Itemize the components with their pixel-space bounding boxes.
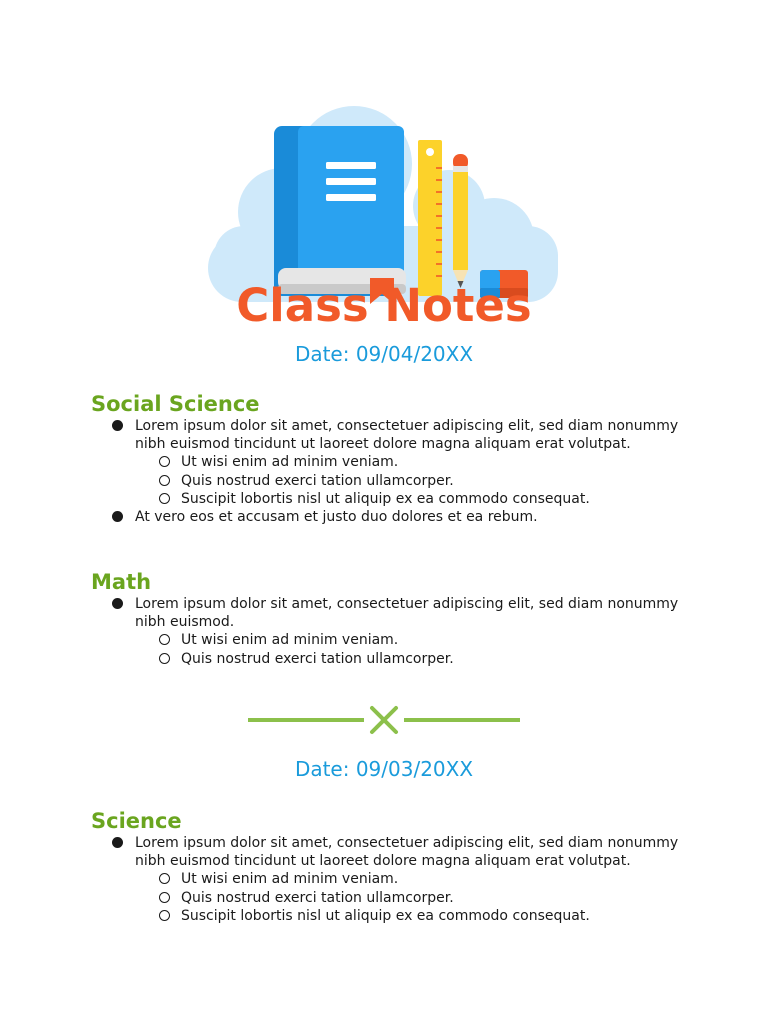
bullet-list — [112, 834, 692, 925]
sub-list-item — [158, 907, 692, 925]
sub-list-item-text: Ut wisi enim ad minim veniam. — [181, 454, 399, 471]
date-heading: Date: 09/03/20XX — [294, 757, 474, 781]
x-mark-icon — [372, 708, 396, 732]
hollow-bullet-icon — [159, 456, 170, 467]
hollow-bullet-icon — [159, 493, 170, 504]
section-heading-science: Science — [91, 809, 182, 833]
class-notes-illustration — [204, 96, 564, 306]
hollow-bullet-icon — [159, 892, 170, 903]
list-item — [112, 417, 692, 508]
hollow-bullet-icon — [159, 475, 170, 486]
filled-bullet-icon — [112, 837, 123, 848]
sub-list-item-text: Ut wisi enim ad minim veniam. — [181, 632, 399, 649]
sub-list-item-text: Suscipit lobortis nisl ut aliquip ex ea commodo consequat. — [181, 490, 590, 507]
list-item-text: At vero eos et accusam et justo duo dolores et ea rebum. — [135, 509, 538, 526]
section-heading-social-science: Social Science — [91, 392, 260, 416]
section-heading-math: Math — [91, 570, 152, 594]
sub-list-item — [158, 490, 692, 508]
sub-bullet-list — [135, 870, 692, 925]
filled-bullet-icon — [112, 598, 123, 609]
hollow-bullet-icon — [159, 910, 170, 921]
date-heading: Date: 09/04/20XX — [294, 342, 474, 366]
filled-bullet-icon — [112, 420, 123, 431]
sub-list-item — [158, 453, 692, 471]
hollow-bullet-icon — [159, 653, 170, 664]
sub-list-item-text: Suscipit lobortis nisl ut aliquip ex ea commodo consequat. — [181, 907, 590, 924]
list-item-text: Lorem ipsum dolor sit amet, consectetuer adipiscing elit, sed diam nonummy nibh euismod. — [135, 596, 679, 631]
section-divider — [246, 700, 522, 740]
pencil-icon — [453, 154, 468, 288]
sub-list-item-text: Quis nostrud exerci tation ullamcorper. — [181, 472, 454, 489]
sub-bullet-list — [135, 631, 692, 667]
list-item — [112, 595, 692, 668]
sub-list-item-text: Quis nostrud exerci tation ullamcorper. — [181, 650, 454, 667]
hollow-bullet-icon — [159, 634, 170, 645]
sub-list-item — [158, 650, 692, 668]
bullet-list — [112, 417, 692, 526]
sub-list-item-text: Ut wisi enim ad minim veniam. — [181, 871, 399, 888]
sub-list-item — [158, 889, 692, 907]
ruler-icon — [418, 140, 442, 296]
sub-bullet-list — [135, 453, 692, 508]
bullet-list — [112, 595, 692, 668]
list-item — [112, 508, 692, 526]
hollow-bullet-icon — [159, 873, 170, 884]
list-item — [112, 834, 692, 925]
list-item-text: Lorem ipsum dolor sit amet, consectetuer adipiscing elit, sed diam nonummy nibh euismod tincidunt ut laoreet dolore magna aliquam erat volutpat. — [135, 835, 679, 870]
sub-list-item — [158, 631, 692, 649]
page-title: Class Notes — [236, 279, 532, 332]
sub-list-item — [158, 472, 692, 490]
filled-bullet-icon — [112, 511, 123, 522]
sub-list-item — [158, 870, 692, 888]
list-item-text: Lorem ipsum dolor sit amet, consectetuer adipiscing elit, sed diam nonummy nibh euismod tincidunt ut laoreet dolore magna aliquam erat volutpat. — [135, 418, 679, 453]
sub-list-item-text: Quis nostrud exerci tation ullamcorper. — [181, 889, 454, 906]
